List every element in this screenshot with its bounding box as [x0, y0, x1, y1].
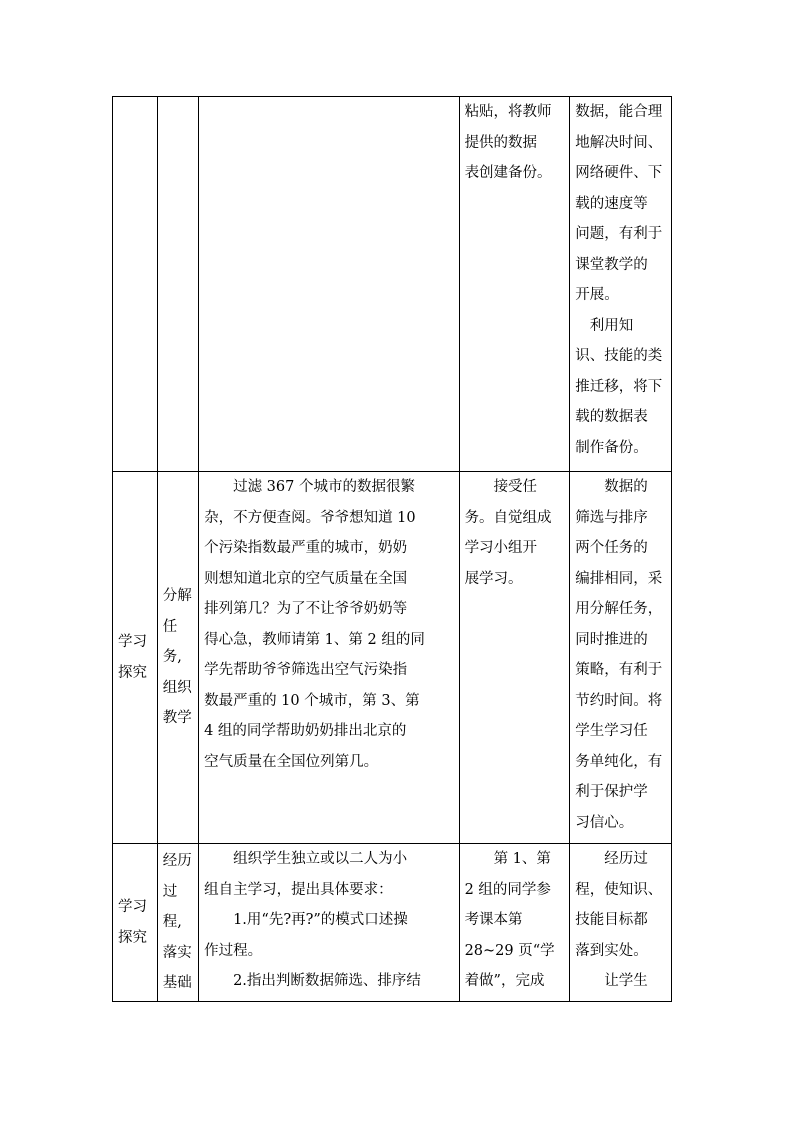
text-line: 编排相同，采 [575, 570, 663, 587]
teacher-activity-cell [199, 844, 459, 1002]
text-line: 学习小组开 [464, 540, 538, 556]
text-line: 经历 [162, 853, 192, 870]
text-line: 探究 [118, 664, 147, 681]
text-line: 学习 [118, 634, 147, 650]
text-line: 个污染指数最严重的城市，奶奶 [204, 540, 408, 556]
text-line: 杂，不方便查阅。爷爷想知道 10 [204, 509, 416, 526]
text-line: 落到实处。 [575, 942, 648, 959]
text-line: 策略，有利于 [575, 662, 663, 678]
text-line: 数据，能合理 [575, 104, 663, 120]
table-row [113, 97, 672, 472]
text-line: 习信心。 [575, 814, 634, 831]
text-line: 载的速度等 [575, 195, 648, 212]
stage-cell [113, 844, 158, 1002]
activity-cell [157, 472, 198, 844]
text-line: 利用知 [575, 317, 634, 334]
text-line: 1.用“先?再?”的模式口述操 [233, 912, 408, 928]
text-line: 组自主学习，提出具体要求： [204, 881, 393, 898]
text-line: 程，使知识、 [575, 881, 663, 898]
text-line: 推迁移，将下 [575, 378, 663, 395]
text-line: 课堂教学的 [575, 256, 648, 273]
text-line: 28~29 页“学 [464, 942, 555, 959]
text-line: 粘贴，将教师 [464, 104, 552, 120]
text-line: 过程, [162, 883, 182, 931]
text-line: 分解 [162, 588, 192, 605]
text-line: 任务, [162, 618, 182, 666]
text-line: 地解决时间、 [575, 134, 663, 151]
table-row [113, 844, 672, 1002]
text-line: 数据的 [604, 479, 648, 495]
text-line: 识、技能的类 [575, 348, 663, 364]
design-intent-cell [570, 472, 672, 844]
text-line: 组织学生独立或以二人为小 [233, 851, 408, 867]
text-line: 两个任务的 [575, 540, 648, 556]
text-line: 探究 [118, 929, 147, 946]
teacher-activity-cell [199, 472, 459, 844]
text-line: 同时推进的 [575, 631, 648, 648]
activity-cell [157, 844, 198, 1002]
text-line: 让学生 [604, 973, 648, 989]
design-intent-cell [570, 97, 672, 472]
text-line: 用分解任务， [575, 601, 663, 617]
text-line: 学习 [118, 899, 147, 915]
text-line: 作过程。 [204, 942, 263, 959]
text-line: 筛选与排序 [575, 509, 648, 526]
text-line: 4 组的同学帮助奶奶排出北京的 [204, 723, 407, 739]
text-line: 经历过 [604, 851, 648, 867]
stage-cell [113, 472, 158, 844]
text-line: 问题，有利于 [575, 226, 663, 242]
text-line: 技能目标都 [575, 912, 648, 928]
activity-cell [157, 97, 198, 472]
text-line: 开展。 [575, 287, 619, 303]
text-line: 务。自觉组成 [464, 509, 552, 526]
text-line: 过滤 367 个城市的数据很繁 [233, 479, 415, 495]
text-line: 节约时间。将 [575, 692, 663, 709]
text-line: 载的数据表 [575, 409, 648, 425]
text-line: 教学 [162, 710, 192, 727]
lesson-plan-table [112, 96, 672, 1002]
text-line: 组织 [162, 679, 192, 696]
student-activity-cell [459, 472, 570, 844]
text-line: 展学习。 [464, 570, 523, 587]
text-line: 表创建备份。 [464, 165, 552, 181]
text-line: 着做”，完成 [464, 973, 545, 989]
stage-cell [113, 97, 158, 472]
text-line: 2.指出判断数据筛选、排序结 [233, 973, 421, 989]
text-line: 空气质量在全国位列第几。 [204, 753, 379, 770]
text-line: 基础 [162, 975, 192, 992]
text-line: 考课本第 [464, 912, 523, 928]
text-line: 提供的数据 [464, 134, 538, 151]
text-line: 接受任 [493, 479, 538, 495]
text-line: 学先帮助爷爷筛选出空气污染指 [204, 662, 408, 678]
text-line: 学生学习任 [575, 723, 648, 739]
student-activity-cell [459, 97, 570, 472]
teacher-activity-cell [199, 97, 459, 472]
text-line: 排列第几？为了不让爷爷奶奶等 [204, 601, 408, 617]
text-line: 得心急，教师请第 1、第 2 组的同 [204, 631, 425, 648]
student-activity-cell [459, 844, 570, 1002]
text-line: 2 组的同学参 [464, 881, 551, 898]
text-line: 务单纯化，有 [575, 753, 663, 770]
text-line: 数最严重的 10 个城市，第 3、第 [204, 692, 420, 709]
text-line: 利于保护学 [575, 784, 648, 800]
text-line: 落实 [162, 944, 192, 961]
text-line: 则想知道北京的空气质量在全国 [204, 570, 408, 587]
design-intent-cell [570, 844, 672, 1002]
text-line: 网络硬件、下 [575, 165, 663, 181]
text-line: 第 1、第 [493, 851, 551, 867]
text-line: 制作备份。 [575, 439, 648, 456]
table-row [113, 472, 672, 844]
